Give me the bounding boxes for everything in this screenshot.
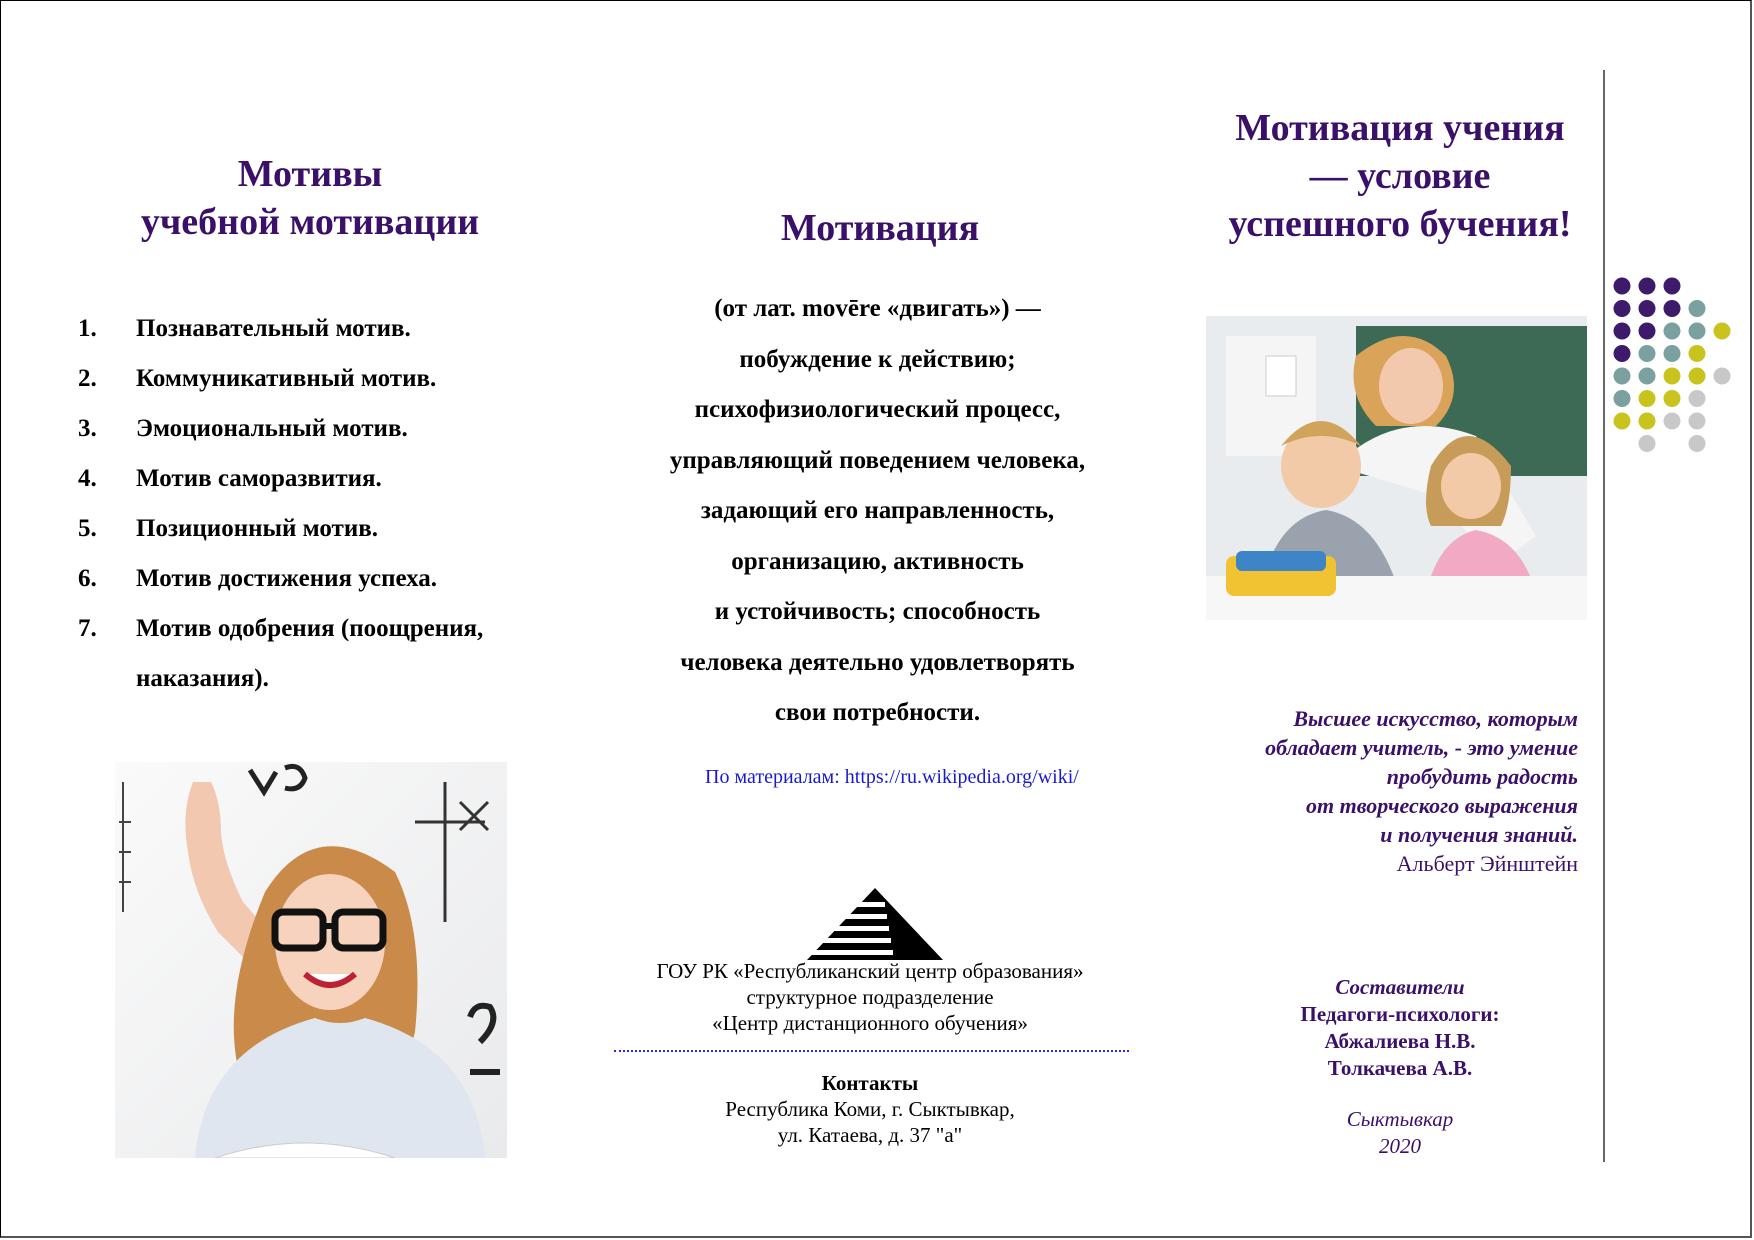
list-text: Коммуникативный мотив. <box>136 365 437 392</box>
definition-line: управляющий поведением человека, <box>669 446 1086 474</box>
decorative-dot <box>1639 390 1656 407</box>
list-item <box>78 404 598 454</box>
contacts-line: ул. Катаева, д. 37 "а" <box>777 1123 963 1147</box>
fold-line <box>1603 70 1605 1162</box>
decorative-dot <box>1689 390 1706 407</box>
decorative-dot <box>1639 323 1656 340</box>
list-number: 3. <box>78 415 97 442</box>
decorative-dot <box>1639 300 1656 317</box>
list-item <box>78 654 598 704</box>
organization-info <box>600 958 1140 1036</box>
list-text: Познавательный мотив. <box>136 315 411 342</box>
contacts-block <box>600 1070 1140 1148</box>
decorative-dot <box>1639 345 1656 362</box>
quote-line: Высшее искусство, которым <box>1293 706 1578 731</box>
decorative-dot <box>1664 390 1681 407</box>
definition-text <box>620 284 1135 739</box>
right-title-line3: успешного бучения! <box>1228 203 1572 245</box>
teacher-with-children-photo <box>1206 316 1587 620</box>
left-title-line1: Мотивы <box>237 153 383 195</box>
decorative-dot <box>1689 300 1706 317</box>
list-number: 6. <box>78 565 97 592</box>
list-item <box>78 604 598 654</box>
decorative-dot <box>1664 323 1681 340</box>
list-number: 7. <box>78 615 97 642</box>
decorative-dot <box>1664 278 1681 295</box>
middle-panel-title: Мотивация <box>780 207 980 249</box>
definition-line: свои потребности. <box>774 699 981 726</box>
list-item <box>78 554 598 604</box>
quote-line: пробудить радость <box>1386 764 1578 789</box>
decorative-dot <box>1614 390 1631 407</box>
decorative-dot <box>1639 435 1656 452</box>
list-number: 2. <box>78 365 97 392</box>
decorative-dot <box>1689 323 1706 340</box>
definition-line: побуждение к действию; <box>739 345 1016 373</box>
decorative-dot <box>1614 368 1631 385</box>
decorative-dot <box>1714 323 1731 340</box>
list-item <box>78 504 598 554</box>
decorative-dot <box>1689 368 1706 385</box>
list-text: Мотив одобрения (поощрения, <box>136 615 484 642</box>
decorative-dot <box>1614 278 1631 295</box>
girl-raising-hand-photo <box>115 762 507 1158</box>
list-item <box>78 454 598 504</box>
list-number: 4. <box>78 465 97 492</box>
decorative-dot <box>1614 300 1631 317</box>
dotted-divider <box>614 1050 1129 1052</box>
list-number: 1. <box>78 315 97 342</box>
authors-block <box>1250 974 1550 1160</box>
definition-line: организацию, активность <box>731 547 1024 575</box>
right-title-line2: — условие <box>1309 155 1491 197</box>
list-text: Позиционный мотив. <box>136 515 378 542</box>
list-item <box>78 354 598 404</box>
right-panel-title <box>1190 104 1610 248</box>
list-number: 5. <box>78 515 97 542</box>
org-line: ГОУ РК «Республиканский центр образования» <box>656 959 1084 983</box>
quote-line: от творческого выражения <box>1306 793 1578 818</box>
decorative-dot <box>1689 413 1706 430</box>
decorative-dot <box>1639 278 1656 295</box>
decorative-dot <box>1614 345 1631 362</box>
author-name: Абжалиева Н.В. <box>1324 1029 1476 1053</box>
left-title-line2: учебной мотивации <box>140 201 480 243</box>
definition-line: и устойчивость; способность <box>714 598 1041 625</box>
einstein-quote <box>1170 704 1578 878</box>
authors-title: Составители <box>1335 975 1465 999</box>
quote-author: Альберт Эйнштейн <box>1396 851 1578 876</box>
city: Сыктывкар <box>1346 1107 1454 1131</box>
definition-line: человека деятельно удовлетворять <box>680 648 1075 676</box>
decorative-dot <box>1664 300 1681 317</box>
decorative-dot <box>1664 345 1681 362</box>
decorative-dot <box>1689 435 1706 452</box>
org-line: «Центр дистанционного обучения» <box>712 1011 1028 1035</box>
org-line: структурное подразделение <box>746 985 994 1009</box>
decorative-dot <box>1714 368 1731 385</box>
definition-line: психофизиологический процесс, <box>694 396 1061 423</box>
definition-line: (от лат. movēre «двигать») — <box>714 295 1041 322</box>
decorative-dot <box>1664 368 1681 385</box>
list-item <box>78 304 598 354</box>
decorative-dot <box>1614 323 1631 340</box>
list-text: Мотив достижения успеха. <box>136 565 438 592</box>
left-panel-title <box>60 150 560 246</box>
quote-line: и получения знаний. <box>1380 822 1578 847</box>
list-text: наказания). <box>136 665 269 692</box>
definition-line: задающий его направленность, <box>700 497 1055 524</box>
decorative-dots-icon <box>1612 276 1752 456</box>
list-text: Эмоциональный мотив. <box>136 415 408 442</box>
list-text: Мотив саморазвития. <box>136 465 382 492</box>
decorative-dot <box>1689 345 1706 362</box>
organization-logo-icon <box>805 886 945 962</box>
quote-line: обладает учитель, - это умение <box>1265 735 1578 760</box>
source-link[interactable]: По материалам: https://ru.wikipedia.org/wiki/ <box>705 766 1079 788</box>
authors-role: Педагоги-психологи: <box>1300 1002 1500 1026</box>
right-title-line1: Мотивация учения <box>1235 107 1565 149</box>
decorative-dot <box>1664 413 1681 430</box>
contacts-line: Республика Коми, г. Сыктывкар, <box>725 1097 1015 1121</box>
decorative-dot <box>1639 413 1656 430</box>
author-name: Толкачева А.В. <box>1327 1056 1473 1080</box>
decorative-dot <box>1639 368 1656 385</box>
motives-list <box>78 304 598 704</box>
year: 2020 <box>1379 1134 1421 1158</box>
contacts-title: Контакты <box>821 1071 919 1095</box>
decorative-dot <box>1614 413 1631 430</box>
